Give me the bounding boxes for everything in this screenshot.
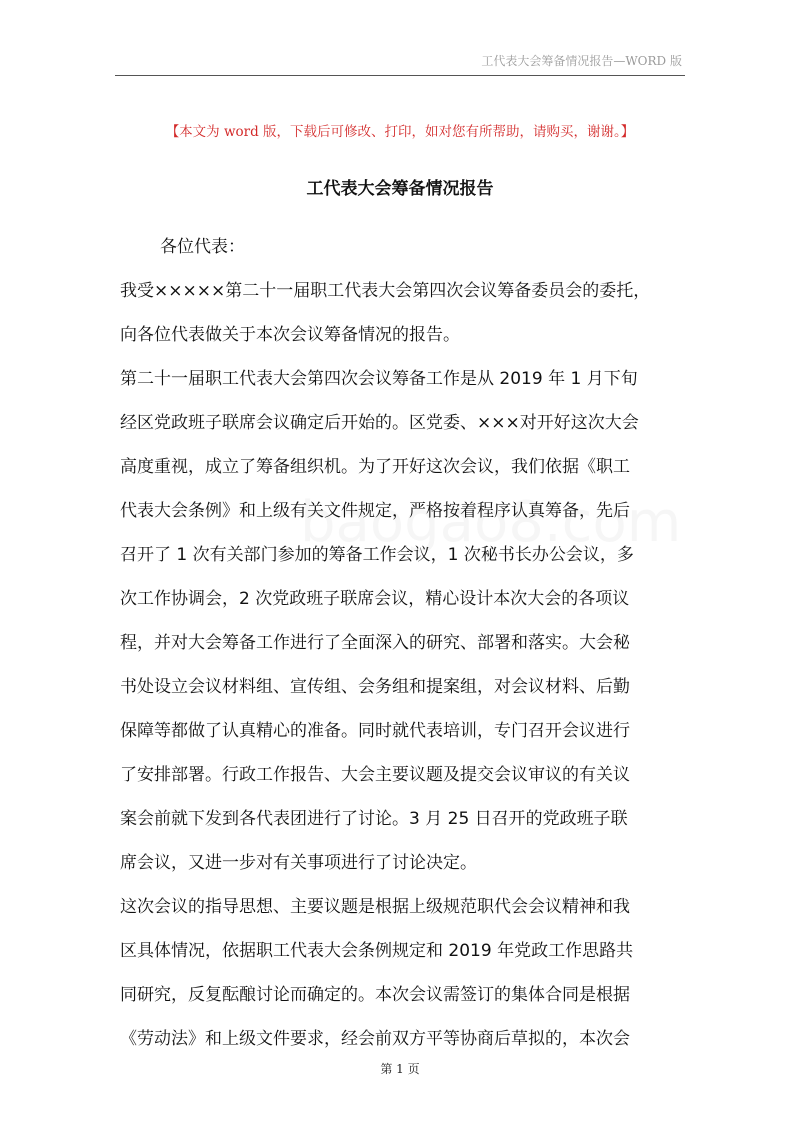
body-line: 这次会议的指导思想、主要议题是根据上级规范职代会会议精神和我 — [120, 897, 630, 917]
body-line: 程，并对大会筹备工作进行了全面深入的研究、部署和落实。大会秘 — [120, 633, 630, 653]
body-line: 向各位代表做关于本次会议筹备情况的报告。 — [120, 325, 460, 345]
body-line: 高度重视，成立了筹备组织机。为了开好这次会议，我们依据《职工 — [120, 457, 630, 477]
body-line: 案会前就下发到各代表团进行了讨论。3 月 25 日召开的党政班子联 — [120, 809, 628, 829]
body-line: 书处设立会议材料组、宣传组、会务组和提案组，对会议材料、后勤 — [120, 677, 630, 697]
page-title: 工代表大会筹备情况报告 — [306, 179, 494, 199]
body-line: 第二十一届职工代表大会第四次会议筹备工作是从 2019 年 1 月下旬 — [120, 369, 638, 389]
page-number: 第 1 页 — [380, 1062, 420, 1076]
body-line: 各位代表： — [160, 237, 245, 257]
header-divider — [115, 75, 685, 76]
body-line: 经区党政班子联席会议确定后开始的。区党委、×××对开好这次大会 — [120, 413, 639, 433]
body-line: 次工作协调会，2 次党政班子联席会议，精心设计本次大会的各项议 — [120, 589, 630, 609]
body-line: 了安排部署。行政工作报告、大会主要议题及提交会议审议的有关议 — [120, 765, 630, 785]
body-line: 召开了 1 次有关部门参加的筹备工作会议，1 次秘书长办公会议，多 — [120, 545, 634, 565]
body-line: 我受×××××第二十一届职工代表大会第四次会议筹备委员会的委托， — [120, 281, 651, 301]
body-line: 《劳动法》和上级文件要求，经会前双方平等协商后草拟的，本次会 — [120, 1029, 630, 1049]
body-line: 席会议，又进一步对有关事项进行了讨论决定。 — [120, 853, 477, 873]
body-line: 区具体情况，依据职工代表大会条例规定和 2019 年党政工作思路共 — [120, 941, 634, 961]
download-notice: 【本文为 word 版，下载后可修改、打印，如对您有所帮助，请购买，谢谢。】 — [165, 124, 635, 140]
body-line: 同研究，反复酝酿讨论而确定的。本次会议需签订的集体合同是根据 — [120, 985, 630, 1005]
body-line: 代表大会条例》和上级有关文件规定，严格按着程序认真筹备，先后 — [120, 501, 630, 521]
header-title: 工代表大会筹备情况报告—WORD 版 — [481, 54, 682, 68]
body-line: 保障等都做了认真精心的准备。同时就代表培训，专门召开会议进行 — [120, 721, 630, 741]
